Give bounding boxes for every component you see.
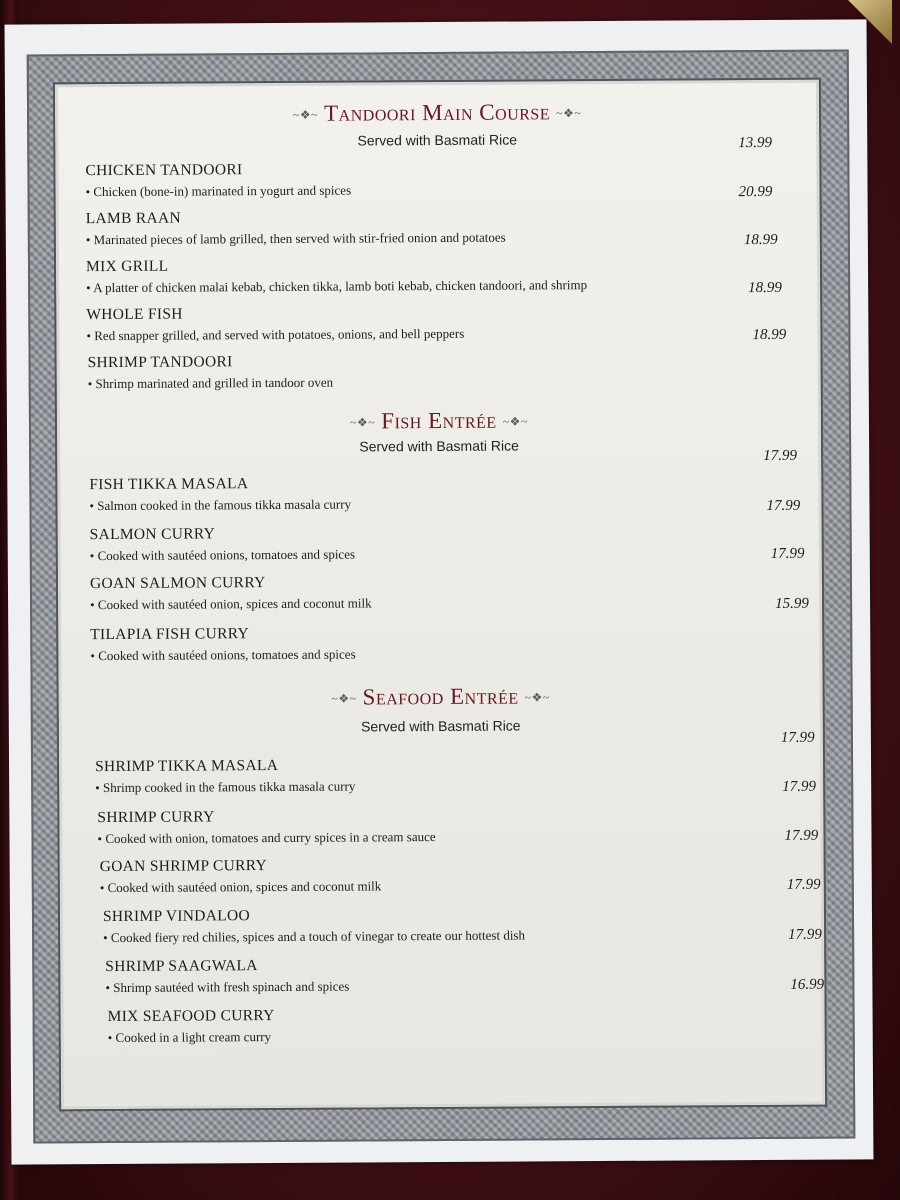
menu-item-name: WHOLE FISH [86, 305, 183, 324]
menu-item-price: 17.99 [780, 729, 815, 746]
menu-item-desc: • Cooked in a light cream curry [107, 1029, 272, 1046]
menu-item-desc: • Chicken (bone-in) marinated in yogurt and spices [85, 182, 352, 200]
menu-item-price: 17.99 [786, 876, 821, 893]
menu-item-name: SHRIMP TIKKA MASALA [95, 756, 279, 776]
flourish-icon: ~❖~ [349, 415, 376, 430]
menu-item-price: 15.99 [775, 595, 809, 612]
menu-page [27, 49, 856, 1143]
menu-item-price: 17.99 [770, 545, 805, 562]
menu-item-desc: • Cooked fiery red chilies, spices and a touch of vinegar to create our hottest dish [103, 927, 526, 946]
flourish-icon: ~❖~ [331, 691, 357, 706]
menu-item-desc: • Shrimp marinated and grilled in tandoor oven [87, 374, 334, 392]
section-title-tandoori: ~❖~ Tandoori Main Course ~❖~ [292, 99, 582, 126]
menu-item-name: SHRIMP VINDALOO [102, 907, 251, 926]
flourish-icon: ~❖~ [502, 414, 528, 429]
menu-item-desc: • Red snapper grilled, and served with potatoes, onions, and bell peppers [86, 325, 465, 344]
menu-item-price: 17.99 [788, 926, 822, 943]
menu-item-name: MIX SEAFOOD CURRY [107, 1007, 275, 1026]
flourish-icon: ~❖~ [556, 106, 582, 121]
menu-item-price: 20.99 [738, 183, 773, 201]
menu-item-name: TILAPIA FISH CURRY [90, 625, 250, 644]
menu-item-desc: • Cooked with sautéed onions, tomatoes and spices [89, 546, 356, 564]
flourish-icon: ~❖~ [524, 690, 550, 705]
menu-item-price: 18.99 [752, 326, 787, 344]
section-title-fish: ~❖~ Fish Entrée ~❖~ [349, 407, 528, 434]
menu-item-price: 16.99 [790, 976, 825, 993]
menu-item-price: 18.99 [743, 231, 778, 249]
menu-page-content [53, 78, 827, 1112]
menu-item-desc: • Cooked with sautéed onion, spices and coconut milk [90, 595, 372, 613]
section-subtitle-tandoori: Served with Basmati Rice [357, 131, 518, 149]
menu-item-desc: • Salmon cooked in the famous tikka masala curry [89, 496, 352, 514]
menu-item-price: 13.99 [738, 134, 773, 152]
menu-item-desc: • Shrimp cooked in the famous tikka masala curry [95, 778, 356, 796]
flourish-icon: ~❖~ [292, 107, 319, 123]
menu-item-price: 17.99 [766, 497, 801, 514]
section-subtitle-fish: Served with Basmati Rice [359, 437, 519, 455]
menu-item-price: 17.99 [763, 447, 797, 465]
menu-item-price: 17.99 [782, 778, 816, 795]
menu-item-desc: • Shrimp sautéed with fresh spinach and spices [105, 978, 350, 996]
menu-item-name: FISH TIKKA MASALA [89, 475, 249, 494]
menu-item-desc: • Cooked with sautéed onion, spices and coconut milk [99, 878, 382, 896]
menu-item-name: SHRIMP CURRY [97, 808, 215, 827]
menu-item-desc: • Cooked with onion, tomatoes and curry spices in a cream sauce [97, 829, 436, 847]
menu-item-name: GOAN SALMON CURRY [89, 574, 266, 593]
menu-item-name: CHICKEN TANDOORI [85, 161, 243, 180]
menu-item-desc: • Cooked with sautéed onions, tomatoes and spices [90, 646, 356, 664]
menu-item-name: SHRIMP SAAGWALA [105, 957, 258, 976]
menu-item-name: SHRIMP TANDOORI [87, 353, 233, 372]
menu-item-name: LAMB RAAN [85, 209, 182, 228]
menu-item-name: SALMON CURRY [89, 525, 216, 544]
section-subtitle-seafood: Served with Basmati Rice [361, 717, 521, 735]
menu-item-desc: • Marinated pieces of lamb grilled, then served with stir-fried onion and potatoes [85, 229, 506, 248]
menu-item-desc: • A platter of chicken malai kebab, chicken tikka, lamb boti kebab, chicken tandoori, and shrimp [86, 277, 588, 296]
menu-sheet-protector [5, 19, 874, 1164]
menu-item-name: GOAN SHRIMP CURRY [99, 857, 268, 876]
menu-item-price: 17.99 [784, 827, 819, 844]
menu-item-price: 18.99 [748, 279, 782, 297]
section-title-seafood: ~❖~ Seafood Entrée ~❖~ [331, 683, 550, 710]
menu-item-name: MIX GRILL [85, 257, 169, 276]
